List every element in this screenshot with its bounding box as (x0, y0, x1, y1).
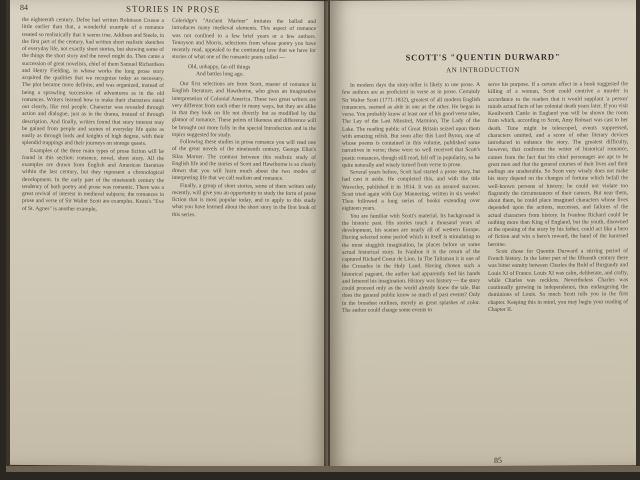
right-column-1 (342, 82, 480, 315)
running-head: STORIES IN PROSE (126, 3, 221, 15)
left-page (10, 0, 328, 467)
page-edges (6, 466, 640, 472)
open-book (6, 0, 640, 472)
paragraph: Coleridge's "Ancient Mariner" imitates the ballad and introduces many medieval elements. This aspect of romance was not confined to a few brief years or a few authors. Tennyson and Morris, selections from whose poetry you have recently read, appealed to the continuing love that we have for stories of what one of the romantic poets called — (172, 18, 316, 62)
chapter-subtitle: AN INTRODUCTION (446, 65, 520, 75)
paragraph: In modern days the story-teller is likely to use prose. A few authors are as proficient in verse as in prose. Certainly Sir Walter Scott (1771-1832), greatest of all modern English romancers, seemed as able in one as the other. He began in verse. You probably know at least one of his good verse tales, The Lay of the Last Minstrel, Marmion, The Lady of the Lake. The reading public of Great Britain seized upon them with amazing relish. But soon after this Lord Byron, one of whose poems is contained in this volume, published some narratives in verse; these were so well received that Scott's poetic romances, though still read, fell off in popularity, so he quite naturally and wisely turned from verse to prose. (342, 82, 480, 169)
right-column-2 (488, 81, 628, 314)
verse-line: And battles long ago. (196, 70, 244, 78)
paragraph: Several years before, Scott had started a prose story, but had cast it aside. He completed this, and with the title Waverley, published it in 1814. It was an assured success. Scott tried again with Guy Mannering, written in six weeks! Then followed a long series of books extending over eighteen years. (342, 169, 480, 212)
chapter-title: SCOTT'S "QUENTIN DURWARD" (405, 51, 561, 63)
paragraph: Finally, a group of short stories, some of them written only recently, will give you an opportunity to study the form of prose fiction that is most popular today, and to apply to this study what you have learned about the short story in the first book of this series. (172, 182, 316, 218)
paragraph: Our first selections are from Scott, master of romance in English literature, and Hawthorne, who gives an imaginative interpretation of Colonial America. These two great writers are very different from each other in many ways, but they are alike in that they look on life not directly but as modified by the glamor of romance. These points of likeness and difference will be brought out more fully in the special Introduction and in the topics suggested for study. (172, 81, 316, 139)
paragraph: Following these studies in prose romance you will read one of the great novels of the nineteenth century, George Eliot's Silas Marner. The contrast between this realistic study of English life and the stories of Scott and Hawthorne is so clearly drawn that you will learn much about the two modes of interpreting life that we call realism and romance. (172, 139, 316, 183)
paragraph: serve his purpose. If a certain effect in a book suggested the killing of a woman, Scott could contrive a murder in accordance to the readers that it would supplant 'a person' minds actual facts of her colonial death years later. If you visit Kenilworth Castle in England you will be shown the room from which, according to Scott, Amy Robsart was cast to her death. Time might be telescoped, events suppressed, characters omitted, and a score of other literary devices introduced to enhance the story. The greatest difficulty, however, that confronts the writer of historical romance, comes from the fact that his chief personages are apt to be great men and that the general courses of their lives and their endings are unalterable. So Scott very wisely does not make his story depend on the changes of fortune which befall the well-known persons of history; he could not violate too flagrantly the circumstances of their careers. But near them, about them, he could place imagined characters whose lives depended upon the actions, successes, and failures of the actual characters from history. In Ivanhoe Richard could be nothing more than King of England, but the youth, disowned at the opening of the story by his father, could act like a hero of fiction and win a hero's reward, the hand of the harassed heroine. (488, 81, 628, 248)
paragraph: the eighteenth century. Defoe had written Robinson Crusoe a little earlier than that, a wonderful example of a romance treated so realistically that it seems true. Addison and Steele, in the first part of the century, had written short realistic sketches of everyday life, not exactly short stories, but showing some of the things the short story and the novel might do. Then came a succession of great novelists, chief of them Samuel Richardson and Henry Fielding, in whose works the long prose story acquired the qualities that we recognize today as necessary. The plot became more definite, and was organized, instead of being a sprawling succession of adventures as in the old romances. Writers learned how to make their characters stand out clearly, like real people. Character was revealed through action and dialogue, just as in the drama, instead of through description. And finally, writers found that story interest may be gained from people and scenes of everyday life quite as easily as through lords and knights of high degree, with their splendid trappings and their journeys on strange quests. (22, 16, 164, 148)
verse-line: Old, unhappy, far-off things (188, 63, 251, 71)
page-number-right: 85 (494, 455, 502, 465)
left-column-1 (22, 17, 164, 214)
paragraph: You are familiar with Scott's material. Its background is the historic past. His stories touch a thousand years of development, his scenes are nearly all of western Europe. Having selected some period which in itself is stimulating to the most sluggish imagination, he places before us some actual historical story. In Ivanhoe it is the return of the captured Richard Coeur de Lion. In The Talisman it is one of the Crusades in the Holy Land. Having chosen such a historical pageant, the author had apparently tied his hands and fettered his imagination. History was history — the story could proceed only as the world already knew the tale. But does the general public know so much of past events? Only in the broadest outlines, merely as great splashes of color. The author could change some events to (342, 212, 480, 314)
paragraph: Examples of the three main types of prose fiction will be found in this section: romance, novel, short story. All the examples are drawn from English and American literature within the last century, but they represent a chronological development. In the early part of the nineteenth century the tendency of both poetry and prose was romantic. There was a great revival of interest in medieval subjects; the romances in prose and verse of Sir Walter Scott are examples. Keats's "Eve of St. Agnes" is another example, (22, 147, 164, 212)
verse-quote (188, 64, 316, 79)
left-column-2 (172, 18, 316, 220)
right-page (330, 0, 636, 467)
paragraph: Scott chose for Quentin Durward a stirring period of French history. In the latter part of the fifteenth century there was bitter enmity between Charles the Bold of Burgundy and Louis XI of France. Louis XI was calm, deliberate, and crafty, while Charles was reckless. Nevertheless Charles was continually growing in independence, thus endangering the dominions of Louis. So much Scott tells you in the first chapter. Keeping this in mind, you may begin your reading of Chapter II. (488, 247, 628, 313)
page-number-left: 84 (20, 2, 28, 13)
